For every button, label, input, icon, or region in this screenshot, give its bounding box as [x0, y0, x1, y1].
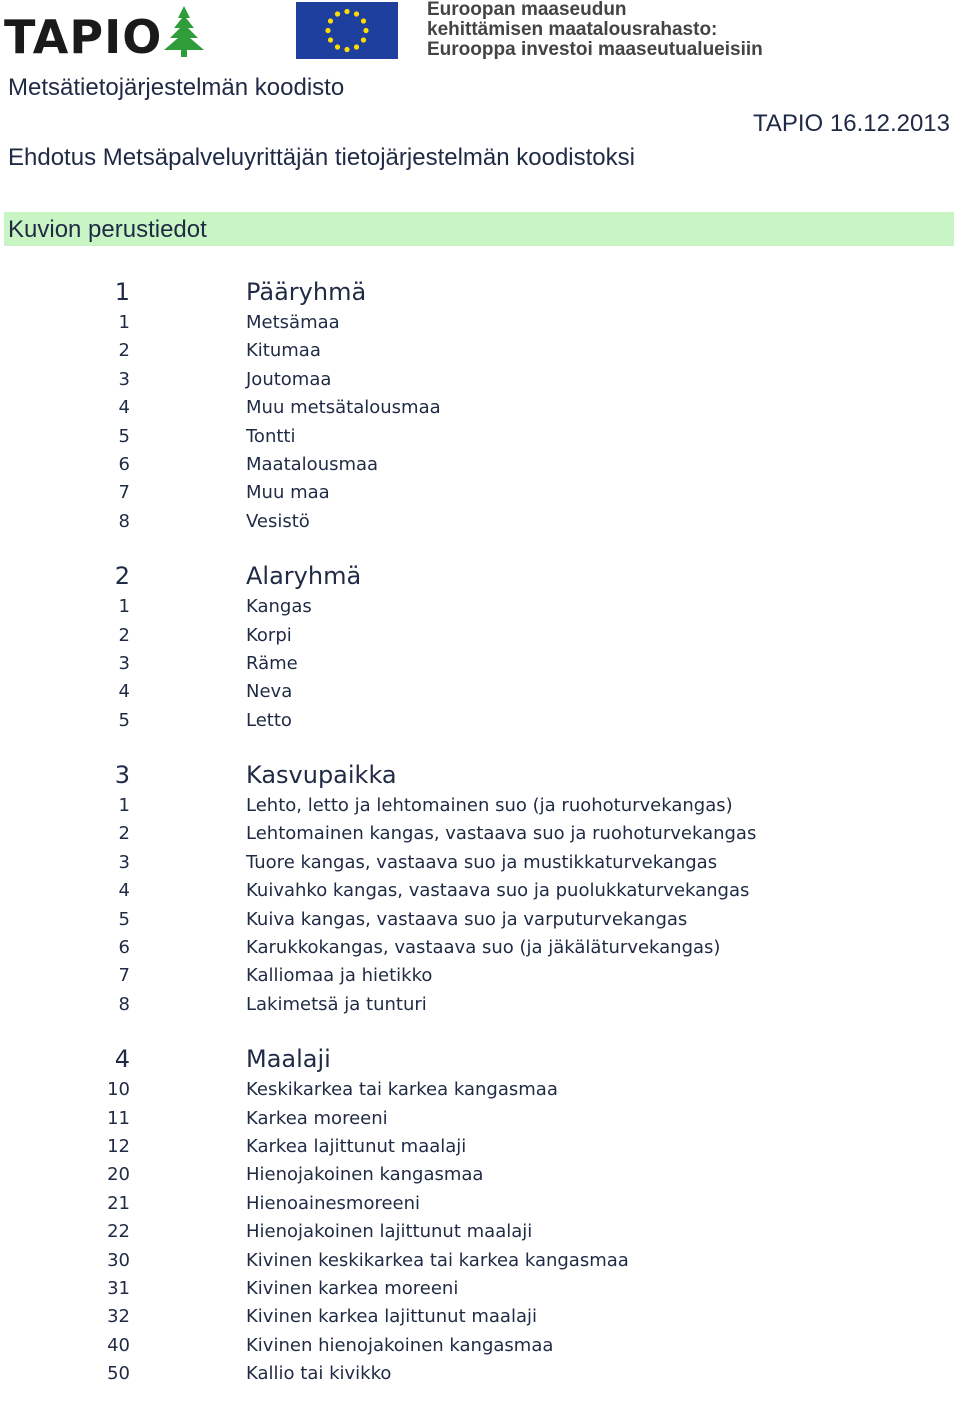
item-name: Korpi — [246, 624, 292, 646]
item-name: Keskikarkea tai karkea kangasmaa — [246, 1079, 558, 1101]
item-code: 2 — [118, 823, 130, 845]
item-name: Kivinen keskikarkea tai karkea kangasmaa — [246, 1249, 629, 1271]
item-name: Kivinen karkea moreeni — [246, 1277, 459, 1299]
section-header — [4, 212, 954, 246]
item-code: 3 — [118, 368, 130, 390]
eu-star-icon — [361, 18, 366, 23]
eu-star-icon — [325, 28, 330, 33]
item-code: 6 — [118, 937, 130, 959]
group-code: 4 — [114, 1045, 130, 1074]
item-code: 3 — [118, 652, 130, 674]
item-name: Muu metsätalousmaa — [246, 397, 441, 419]
group-code: 1 — [114, 278, 130, 306]
item-name: Karkea moreeni — [246, 1107, 388, 1129]
code-row — [0, 793, 960, 821]
item-name: Kalliomaa ja hietikko — [246, 965, 433, 987]
code-group — [0, 759, 960, 1020]
eu-line: Euroopan maaseudun — [427, 0, 627, 20]
item-name: Kangas — [246, 596, 312, 618]
item-code: 21 — [107, 1192, 130, 1214]
item-code: 1 — [118, 312, 130, 333]
code-row — [0, 1162, 960, 1190]
eu-star-icon — [344, 47, 349, 52]
spruce-tree-icon — [160, 4, 208, 58]
eu-star-icon — [328, 37, 333, 42]
item-name: Kuivahko kangas, vastaava suo ja puolukkaturvekangas — [246, 880, 750, 902]
group-header-row — [0, 276, 960, 310]
group-name: Kasvupaikka — [246, 761, 397, 790]
item-name: Lehtomainen kangas, vastaava suo ja ruohoturvekangas — [246, 823, 757, 845]
eu-line: Eurooppa investoi maaseutualueisiin — [427, 39, 763, 60]
group-code: 2 — [114, 562, 130, 591]
item-code: 10 — [107, 1079, 130, 1101]
document-title: Metsätietojärjestelmän koodisto — [8, 74, 345, 101]
code-row — [0, 992, 960, 1020]
item-code: 7 — [118, 965, 130, 987]
item-code: 12 — [107, 1135, 130, 1157]
code-row — [0, 367, 960, 395]
code-row — [0, 509, 960, 537]
eu-fund-text — [427, 0, 807, 60]
eu-line: kehittämisen maatalousrahasto: — [427, 19, 718, 40]
item-code: 5 — [118, 709, 130, 731]
item-name: Muu maa — [246, 482, 330, 504]
document-date: TAPIO 16.12.2013 — [752, 110, 950, 137]
code-row — [0, 935, 960, 963]
code-row — [0, 1248, 960, 1276]
item-code: 6 — [118, 453, 130, 475]
eu-flag-icon — [296, 2, 398, 59]
group-name: Alaryhmä — [246, 562, 362, 591]
code-list — [0, 276, 960, 1413]
item-name: Karkea lajittunut maalaji — [246, 1135, 467, 1157]
code-row — [0, 424, 960, 452]
item-name: Kivinen hienojakoinen kangasmaa — [246, 1334, 554, 1356]
eu-star-icon — [363, 28, 368, 33]
item-code: 4 — [118, 880, 130, 902]
code-row — [0, 395, 960, 423]
code-row — [0, 708, 960, 736]
code-row — [0, 651, 960, 679]
code-row — [0, 594, 960, 622]
item-code: 20 — [107, 1164, 130, 1186]
code-group — [0, 1043, 960, 1389]
code-row — [0, 1333, 960, 1361]
group-header-row — [0, 759, 960, 793]
code-row — [0, 1191, 960, 1219]
item-code: 8 — [118, 993, 130, 1015]
item-name: Letto — [246, 709, 292, 731]
item-name: Neva — [246, 681, 293, 703]
group-header-row — [0, 1043, 960, 1077]
code-row — [0, 1361, 960, 1389]
code-row — [0, 1134, 960, 1162]
item-code: 1 — [118, 596, 130, 618]
item-code: 5 — [118, 908, 130, 930]
item-code: 31 — [107, 1277, 130, 1299]
item-code: 3 — [118, 851, 130, 873]
item-code: 4 — [118, 681, 130, 703]
item-name: Metsämaa — [246, 312, 340, 333]
group-header-row — [0, 560, 960, 594]
code-row — [0, 623, 960, 651]
code-row — [0, 452, 960, 480]
code-row — [0, 310, 960, 338]
code-row — [0, 850, 960, 878]
item-name: Räme — [246, 652, 298, 674]
item-name: Vesistö — [246, 510, 310, 532]
code-row — [0, 1106, 960, 1134]
item-name: Karukkokangas, vastaava suo (ja jäkäläturvekangas) — [246, 937, 721, 959]
eu-star-icon — [344, 9, 349, 14]
code-row — [0, 821, 960, 849]
item-name: Kitumaa — [246, 340, 321, 362]
group-name: Maalaji — [246, 1045, 331, 1074]
item-code: 32 — [107, 1306, 130, 1328]
item-code: 5 — [118, 425, 130, 447]
eu-star-icon — [335, 44, 340, 49]
eu-star-icon — [328, 18, 333, 23]
item-name: Joutomaa — [246, 368, 332, 390]
code-row — [0, 878, 960, 906]
document-subtitle: Ehdotus Metsäpalveluyrittäjän tietojärjestelmän koodistoksi — [8, 144, 635, 171]
eu-star-icon — [361, 37, 366, 42]
code-row — [0, 1304, 960, 1332]
code-row — [0, 338, 960, 366]
code-row — [0, 1077, 960, 1105]
code-row — [0, 907, 960, 935]
item-name: Hienojakoinen kangasmaa — [246, 1164, 484, 1186]
code-group — [0, 560, 960, 736]
item-name: Lakimetsä ja tunturi — [246, 993, 427, 1015]
code-group — [0, 276, 960, 537]
item-name: Kallio tai kivikko — [246, 1363, 392, 1385]
code-row — [0, 1276, 960, 1304]
section-title: Kuvion perustiedot — [8, 216, 207, 243]
item-code: 2 — [118, 340, 130, 362]
item-name: Tuore kangas, vastaava suo ja mustikkaturvekangas — [246, 851, 718, 873]
item-name: Tontti — [246, 425, 296, 447]
eu-star-icon — [354, 11, 359, 16]
tapio-logo-text: TAPIO — [4, 10, 163, 64]
item-code: 50 — [107, 1363, 130, 1385]
item-code: 30 — [107, 1249, 130, 1271]
item-name: Kivinen karkea lajittunut maalaji — [246, 1306, 537, 1328]
item-name: Lehto, letto ja lehtomainen suo (ja ruohoturvekangas) — [246, 795, 733, 817]
code-row — [0, 1219, 960, 1247]
item-code: 4 — [118, 397, 130, 419]
code-row — [0, 963, 960, 991]
code-row — [0, 480, 960, 508]
group-code: 3 — [114, 761, 130, 790]
tapio-logo — [4, 4, 204, 64]
group-name: Pääryhmä — [246, 278, 367, 306]
item-code: 11 — [107, 1107, 130, 1129]
item-code: 8 — [118, 510, 130, 532]
item-name: Hienojakoinen lajittunut maalaji — [246, 1221, 533, 1243]
item-code: 40 — [107, 1334, 130, 1356]
item-name: Kuiva kangas, vastaava suo ja varputurvekangas — [246, 908, 688, 930]
eu-star-icon — [335, 11, 340, 16]
item-code: 7 — [118, 482, 130, 504]
item-code: 2 — [118, 624, 130, 646]
item-code: 22 — [107, 1221, 130, 1243]
eu-star-icon — [354, 44, 359, 49]
item-code: 1 — [118, 795, 130, 817]
code-row — [0, 679, 960, 707]
item-name: Hienoainesmoreeni — [246, 1192, 421, 1214]
item-name: Maatalousmaa — [246, 453, 379, 475]
